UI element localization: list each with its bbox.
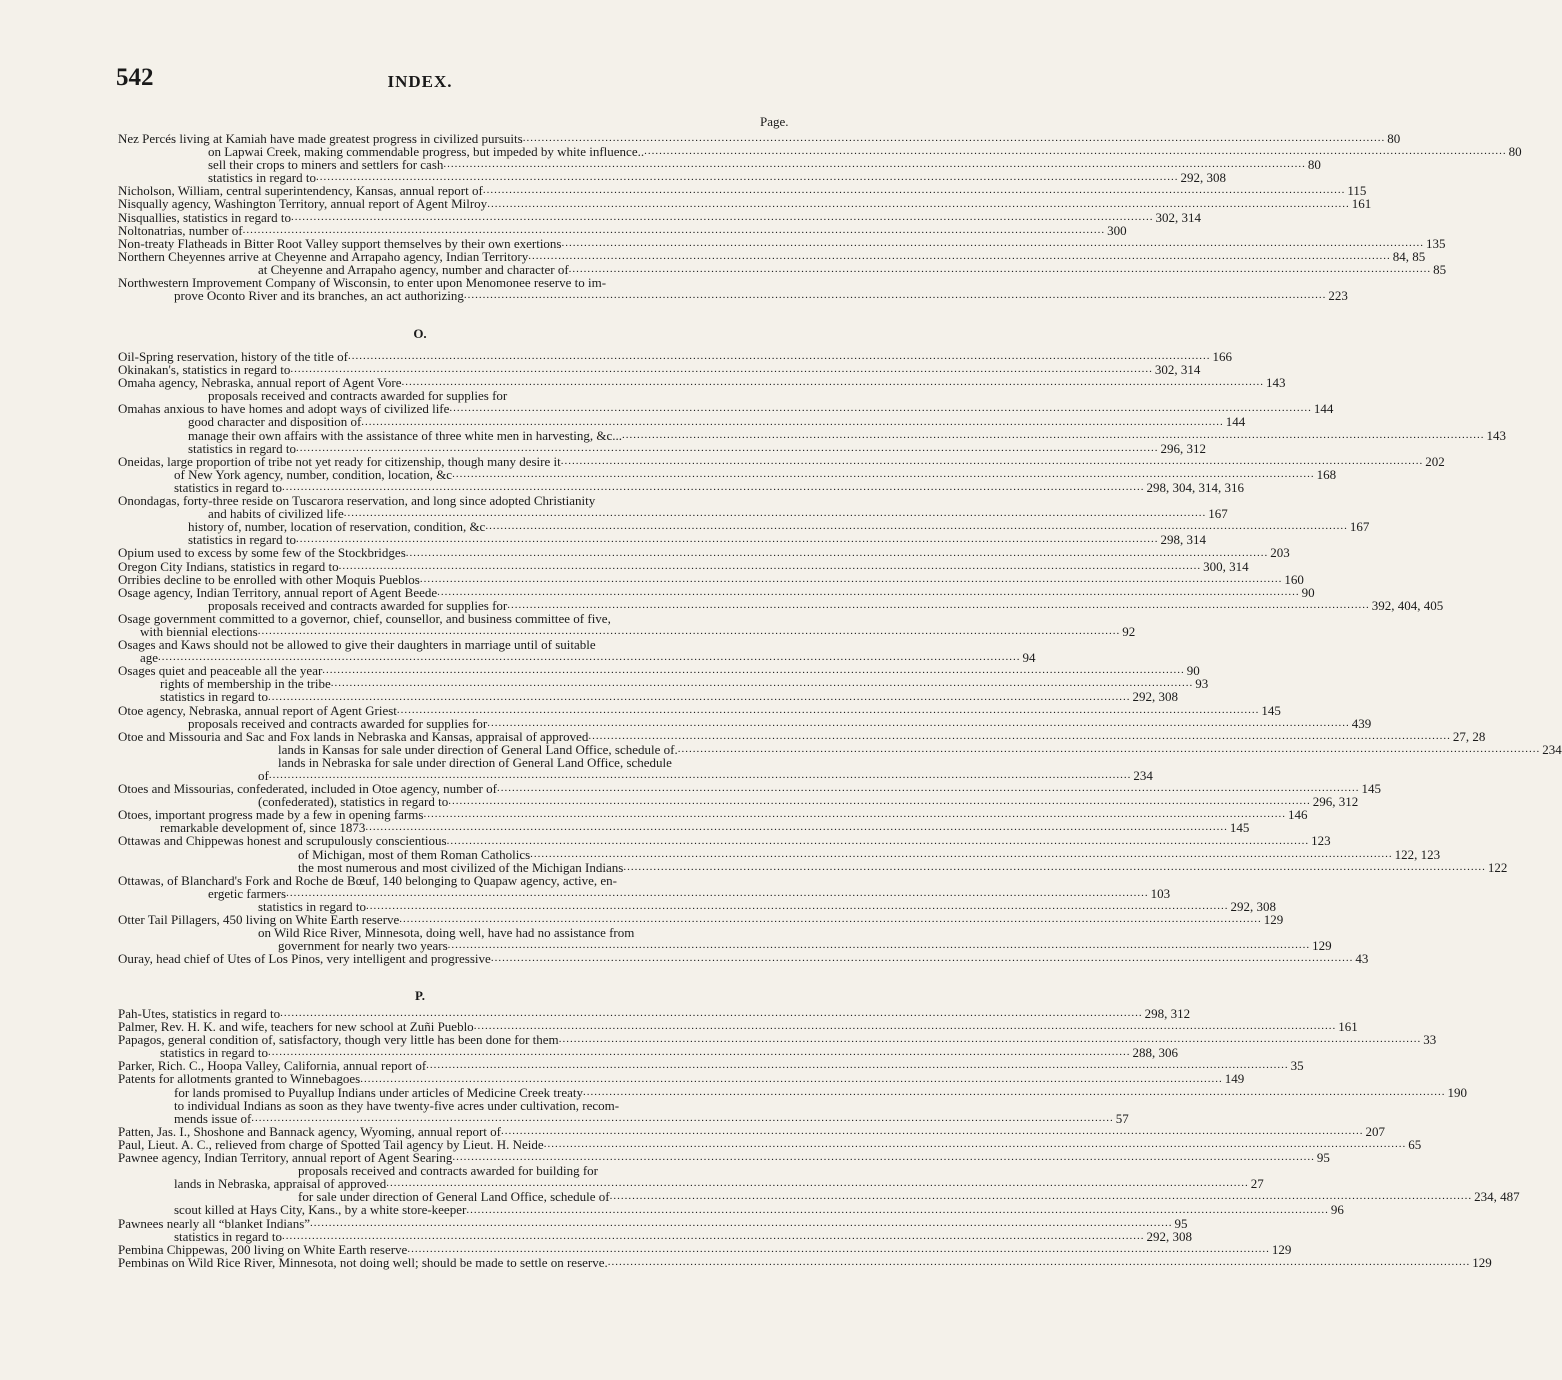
index-entry bbox=[118, 874, 798, 887]
index-entry bbox=[118, 571, 1304, 587]
index-entry-pages: 234 bbox=[1542, 741, 1562, 757]
leader-dots bbox=[544, 1138, 1407, 1151]
index-entry-text: proposals received and contracts awarded for supplies for bbox=[188, 715, 488, 731]
index-entry-text: and habits of civilized life bbox=[208, 506, 344, 522]
index-entry-text: statistics in regard to bbox=[160, 689, 268, 705]
leader-dots bbox=[310, 1217, 1173, 1230]
index-entry bbox=[118, 728, 1486, 744]
index-entry bbox=[118, 1215, 1188, 1231]
index-entry-pages: 288, 306 bbox=[1132, 1045, 1178, 1061]
index-entry-text: age bbox=[140, 650, 159, 666]
leader-dots bbox=[530, 848, 1393, 861]
leader-dots bbox=[361, 416, 1224, 429]
leader-dots bbox=[406, 547, 1269, 560]
index-entry-text: statistics in regard to bbox=[208, 170, 316, 186]
index-entry-text: statistics in regard to bbox=[258, 898, 366, 914]
index-entry-pages: 129 bbox=[1263, 912, 1284, 928]
index-entry-text: of bbox=[258, 768, 269, 783]
index-entry-text: Nisqually agency, Washington Territory, annual report of Agent Milroy bbox=[118, 196, 488, 212]
index-entry-pages: 145 bbox=[1261, 702, 1281, 718]
index-entry-text: Pah-Utes, statistics in regard to bbox=[118, 1006, 281, 1021]
index-entry-text: on Wild Rice River, Minnesota, doing well, have had no assistance from bbox=[258, 925, 635, 941]
index-entry-text: Nez Percés living at Kamiah have made greatest progress in civilized pursuits bbox=[118, 131, 523, 146]
index-entry-pages: 439 bbox=[1351, 715, 1372, 731]
leader-dots bbox=[583, 1086, 1446, 1099]
leader-dots bbox=[447, 835, 1310, 848]
leader-dots bbox=[448, 795, 1311, 808]
index-entry bbox=[118, 689, 1178, 705]
index-entry-text: Pawnees nearly all “blanket Indians” bbox=[118, 1215, 311, 1231]
index-entry-text: Otoe agency, Nebraska, annual report of Agent Griest bbox=[118, 702, 397, 718]
index-entry-text: Otoes and Missourias, confederated, included in Otoe agency, number of bbox=[118, 781, 497, 797]
running-title: INDEX. bbox=[387, 72, 453, 91]
page-column-heading: Page. bbox=[760, 114, 789, 129]
leader-dots bbox=[296, 442, 1159, 455]
index-entry-pages: 129 bbox=[1312, 938, 1332, 954]
index-entry-pages: 392, 404, 405 bbox=[1371, 597, 1444, 613]
leader-dots bbox=[268, 691, 1131, 704]
leader-dots bbox=[559, 1033, 1422, 1046]
index-entry-text: Otoes, important progress made by a few in opening farms bbox=[118, 807, 424, 823]
index-entry-text: Orribies decline to be enrolled with other Moquis Pueblos bbox=[118, 571, 420, 587]
index-entry-pages: 85 bbox=[1433, 261, 1447, 277]
leader-dots bbox=[290, 363, 1153, 376]
index-entry-text: Northwestern Improvement Company of Wisconsin, to enter upon Menomonee reserve to im- bbox=[118, 275, 607, 291]
index-entry-pages: 135 bbox=[1426, 235, 1446, 251]
index-entry bbox=[118, 833, 1331, 849]
leader-dots bbox=[407, 1243, 1270, 1256]
index-entry-pages: 129 bbox=[1271, 1241, 1292, 1257]
index-entry-text: lands in Kansas for sale under direction of General Land Office, schedule of. bbox=[278, 741, 678, 757]
index-section-n bbox=[118, 131, 1522, 304]
index-entry-pages: 84, 85 bbox=[1392, 248, 1426, 264]
index-entry-pages: 122, 123 bbox=[1394, 846, 1441, 862]
leader-dots bbox=[507, 599, 1370, 612]
index-entry-pages: 80 bbox=[1307, 157, 1321, 173]
index-entry-text: Papagos, general condition of, satisfactory, though very little has been done for them bbox=[118, 1032, 559, 1048]
leader-dots bbox=[365, 821, 1228, 834]
index-entry-text: history of, number, location of reservation, condition, &c bbox=[188, 519, 486, 535]
index-entry bbox=[118, 440, 1206, 456]
index-entry-pages: 292, 308 bbox=[1230, 898, 1276, 914]
index-entry-pages: 95 bbox=[1174, 1215, 1188, 1231]
index-entry-pages: 296, 312 bbox=[1160, 440, 1206, 456]
index-entry bbox=[118, 612, 798, 625]
leader-dots bbox=[366, 900, 1229, 913]
index-entry-pages: 298, 314 bbox=[1160, 532, 1206, 548]
leader-dots bbox=[562, 237, 1425, 250]
index-entry-text: manage their own affairs with the assistance of three white men in harvesting, &c... bbox=[188, 427, 623, 443]
index-entry-text: Ottawas and Chippewas honest and scrupulously conscientious bbox=[118, 833, 447, 849]
index-entry-pages: 96 bbox=[1330, 1202, 1344, 1218]
index-entry bbox=[118, 846, 1441, 862]
leader-dots bbox=[448, 939, 1311, 952]
index-entry-text: Osages quiet and peaceable all the year bbox=[118, 663, 323, 679]
index-entry-text: with biennial elections bbox=[140, 623, 258, 639]
leader-dots bbox=[485, 520, 1348, 533]
index-entry-pages: 143 bbox=[1486, 427, 1507, 443]
index-entry-pages: 167 bbox=[1349, 519, 1370, 535]
index-entry-text: ergetic farmers bbox=[208, 885, 287, 901]
index-entry bbox=[118, 1110, 1129, 1126]
index-entry-pages: 145 bbox=[1361, 781, 1381, 797]
index-entry-pages: 33 bbox=[1423, 1032, 1437, 1048]
index-entry-text: (confederated), statistics in regard to bbox=[258, 794, 449, 810]
index-entry bbox=[118, 859, 1508, 875]
leader-dots bbox=[322, 664, 1185, 677]
index-entry-pages: 161 bbox=[1338, 1019, 1358, 1035]
index-entry-text: rights of membership in the tribe bbox=[160, 676, 331, 692]
leader-dots bbox=[420, 573, 1283, 586]
index-entry-text: Oregon City Indians, statistics in regard to bbox=[118, 558, 339, 574]
index-entry-pages: 27 bbox=[1250, 1176, 1264, 1192]
index-entry-pages: 143 bbox=[1266, 375, 1286, 391]
index-entry-pages: 144 bbox=[1225, 414, 1246, 430]
index-entry bbox=[118, 196, 1372, 212]
index-entry-text: Oneidas, large proportion of tribe not yet ready for citizenship, though many desire it bbox=[118, 453, 561, 469]
index-entry-pages: 292, 308 bbox=[1180, 170, 1226, 186]
leader-dots bbox=[497, 782, 1360, 795]
index-entry-pages: 123 bbox=[1311, 833, 1331, 849]
index-entry-text: Non-treaty Flatheads in Bitter Root Valley support themselves by their own exertions bbox=[118, 235, 562, 251]
leader-dots bbox=[437, 586, 1300, 599]
index-entry-text: Pembina Chippewas, 200 living on White Earth reserve bbox=[118, 1241, 408, 1257]
index-entry-text: Patents for allotments granted to Winnebagoes bbox=[118, 1071, 361, 1087]
index-entry-pages: 145 bbox=[1229, 820, 1250, 836]
index-entry-text: Pembinas on Wild Rice River, Minnesota, not doing well; should be made to settle on reserve. bbox=[118, 1254, 608, 1270]
index-entry bbox=[118, 781, 1381, 797]
leader-dots bbox=[523, 132, 1386, 145]
index-entry bbox=[118, 545, 1290, 561]
index-entry-text: for sale under direction of General Land Office, schedule of bbox=[298, 1189, 610, 1205]
index-entry-pages: 146 bbox=[1287, 807, 1308, 823]
index-entry-text: Osages and Kaws should not be allowed to give their daughters in marriage until of suitable bbox=[118, 637, 596, 653]
index-entry bbox=[118, 414, 1246, 430]
index-entry-pages: 27, 28 bbox=[1452, 728, 1486, 744]
index-entry-text: to individual Indians as soon as they have twenty-five acres under cultivation, recom- bbox=[174, 1097, 620, 1113]
index-entry-text: statistics in regard to bbox=[188, 440, 296, 456]
index-entry-pages: 103 bbox=[1150, 885, 1171, 901]
index-entry-pages: 35 bbox=[1290, 1058, 1304, 1074]
index-entry-pages: 90 bbox=[1186, 663, 1200, 679]
leader-dots bbox=[339, 560, 1202, 573]
index-entry-pages: 161 bbox=[1351, 196, 1372, 212]
index-entry bbox=[118, 209, 1201, 225]
leader-dots bbox=[622, 429, 1485, 442]
index-entry-pages: 129 bbox=[1472, 1254, 1492, 1270]
index-entry-pages: 43 bbox=[1355, 951, 1369, 967]
leader-dots bbox=[483, 184, 1346, 197]
leader-dots bbox=[487, 717, 1350, 730]
index-entry-text: Pawnee agency, Indian Territory, annual report of Agent Searing bbox=[118, 1150, 453, 1166]
index-entry-text: good character and disposition of bbox=[188, 414, 362, 430]
index-entry bbox=[118, 1254, 1492, 1270]
index-entry bbox=[118, 926, 798, 939]
page-number: 542 bbox=[116, 64, 154, 91]
index-entry-text: Osage agency, Indian Territory, annual report of Agent Beede bbox=[118, 584, 438, 600]
index-entry bbox=[118, 235, 1446, 251]
leader-dots bbox=[282, 1230, 1145, 1243]
index-entry-pages: 166 bbox=[1212, 349, 1232, 364]
index-entry-text: Patten, Jas. I., Shoshone and Bannack agency, Wyoming, annual report of bbox=[118, 1123, 501, 1139]
index-entry-pages: 292, 308 bbox=[1146, 1228, 1192, 1244]
index-entry-pages: 149 bbox=[1224, 1071, 1245, 1087]
index-entry-text: Ottawas, of Blanchard's Fork and Roche de Bœuf, 140 belonging to Quapaw agency, active, en- bbox=[118, 872, 617, 888]
index-entry-text: Otter Tail Pillagers, 450 living on White Earth reserve bbox=[118, 912, 400, 928]
index-entry-text: Paul, Lieut. A. C., relieved from charge of Spotted Tail agency by Lieut. H. Neide bbox=[118, 1136, 544, 1152]
leader-dots bbox=[251, 1112, 1114, 1125]
index-entry-pages: 115 bbox=[1347, 183, 1367, 199]
leader-dots bbox=[426, 1059, 1289, 1072]
index-entry-pages: 144 bbox=[1313, 401, 1334, 417]
index-entry-pages: 65 bbox=[1408, 1136, 1422, 1152]
leader-dots bbox=[291, 211, 1154, 224]
index-section-p bbox=[118, 1006, 1520, 1270]
index-entry-text: lands in Nebraska, appraisal of approved bbox=[174, 1176, 387, 1192]
index-entry-text: Ouray, head chief of Utes of Los Pinos, very intelligent and progressive bbox=[118, 951, 491, 967]
index-entry bbox=[118, 1123, 1385, 1139]
leader-dots bbox=[528, 250, 1391, 263]
leader-dots bbox=[466, 1204, 1329, 1217]
index-entry bbox=[118, 1071, 1245, 1087]
leader-dots bbox=[402, 376, 1265, 389]
index-entry-text: Nicholson, William, central superintendency, Kansas, annual report of bbox=[118, 183, 483, 199]
index-entry-text: Noltonatrias, number of bbox=[118, 222, 243, 238]
index-entry bbox=[118, 885, 1171, 901]
index-entry-text: Osage government committed to a governor, chief, counsellor, and business committee of five, bbox=[118, 610, 611, 626]
index-entry-pages: 207 bbox=[1365, 1123, 1385, 1139]
section-letter-o: O. bbox=[413, 326, 427, 341]
leader-dots bbox=[491, 952, 1354, 965]
index-entry-pages: 300 bbox=[1107, 222, 1127, 238]
index-entry-text: mends issue of bbox=[174, 1110, 252, 1126]
index-entry-pages: 95 bbox=[1316, 1150, 1330, 1166]
index-entry bbox=[118, 453, 1445, 469]
index-entry-text: at Cheyenne and Arrapaho agency, number and character of bbox=[258, 261, 569, 277]
leader-dots bbox=[286, 887, 1149, 900]
leader-dots bbox=[243, 224, 1106, 237]
index-entry-text: government for nearly two years bbox=[278, 938, 448, 954]
index-entry-pages: 223 bbox=[1328, 288, 1348, 304]
section-letter-p: P. bbox=[415, 988, 425, 1003]
index-entry bbox=[118, 951, 1369, 967]
index-entry bbox=[118, 1228, 1192, 1244]
index-entry-text: lands in Nebraska for sale under direction of General Land Office, schedule bbox=[278, 754, 672, 770]
leader-dots bbox=[501, 1125, 1364, 1138]
leader-dots bbox=[487, 198, 1350, 211]
index-entry-text: Palmer, Rev. H. K. and wife, teachers for new school at Zuñi Pueblo bbox=[118, 1019, 474, 1035]
leader-dots bbox=[474, 1020, 1337, 1033]
index-entry-pages: 298, 304, 314, 316 bbox=[1146, 479, 1244, 495]
index-entry-text: Omaha agency, Nebraska, annual report of Agent Vore bbox=[118, 375, 402, 391]
index-entry-text: prove Oconto River and its branches, an act authorizing bbox=[174, 288, 464, 304]
index-entry-pages: 80 bbox=[1508, 144, 1522, 160]
index-entry-text: statistics in regard to bbox=[174, 479, 282, 495]
index-entry bbox=[118, 288, 1348, 304]
index-entry-pages: 94 bbox=[1022, 650, 1036, 666]
index-entry bbox=[118, 756, 798, 769]
index-section-o bbox=[118, 349, 1562, 967]
index-entry-text: proposals received and contracts awarded for building for bbox=[298, 1163, 598, 1179]
index-entry bbox=[118, 638, 798, 651]
leader-dots bbox=[608, 1256, 1471, 1269]
index-entry-text: statistics in regard to bbox=[160, 1045, 268, 1061]
index-entry-text: statistics in regard to bbox=[174, 1228, 282, 1244]
index-entry-pages: 190 bbox=[1447, 1084, 1468, 1100]
leader-dots bbox=[443, 158, 1306, 171]
leader-dots bbox=[678, 743, 1541, 756]
index-entry bbox=[118, 1099, 798, 1112]
index-entry-pages: 92 bbox=[1122, 623, 1136, 639]
index-entry-text: Parker, Rich. C., Hoopa Valley, California, annual report of bbox=[118, 1058, 427, 1074]
index-entry-pages: 296, 312 bbox=[1312, 794, 1359, 810]
index-entry-text: Okinakan's, statistics in regard to bbox=[118, 362, 291, 378]
leader-dots bbox=[348, 350, 1211, 363]
index-entry-text: Otoe and Missouria and Sac and Fox lands in Nebraska and Kansas, appraisal of approved bbox=[118, 728, 589, 744]
index-entry bbox=[118, 248, 1426, 264]
index-entry-text: the most numerous and most civilized of the Michigan Indians bbox=[298, 859, 624, 875]
leader-dots bbox=[623, 861, 1486, 874]
index-entry bbox=[118, 466, 1337, 482]
index-entry-text: remarkable development of, since 1873 bbox=[160, 820, 366, 836]
index-entry-text: sell their crops to miners and settlers for cash bbox=[208, 157, 444, 173]
leader-dots bbox=[569, 263, 1432, 276]
index-entry bbox=[118, 1241, 1292, 1257]
index-entry-pages: 203 bbox=[1270, 545, 1290, 561]
index-entry-pages: 302, 314 bbox=[1154, 362, 1201, 378]
index-entry-pages: 160 bbox=[1284, 571, 1304, 587]
index-entry bbox=[118, 1202, 1344, 1218]
index-entry-pages: 302, 314 bbox=[1155, 209, 1201, 225]
leader-dots bbox=[561, 455, 1424, 468]
index-entry-text: Nisquallies, statistics in regard to bbox=[118, 209, 291, 225]
index-entry-text: statistics in regard to bbox=[188, 532, 296, 548]
index-entry-pages: 234 bbox=[1133, 768, 1153, 783]
index-entry bbox=[118, 222, 1127, 238]
leader-dots bbox=[452, 468, 1315, 481]
leader-dots bbox=[397, 704, 1260, 717]
leader-dots bbox=[360, 1073, 1223, 1086]
index-entry-text: of Michigan, most of them Roman Catholics bbox=[298, 846, 531, 862]
index-entry-text: proposals received and contracts awarded for supplies for bbox=[208, 597, 508, 613]
leader-dots bbox=[464, 289, 1327, 302]
index-entry-text: Onondagas, forty-three reside on Tuscarora reservation, and long since adopted Christianity bbox=[118, 493, 596, 509]
index-entry-pages: 80 bbox=[1387, 131, 1401, 146]
index-entry bbox=[118, 597, 1444, 613]
index-entry-text: for lands promised to Puyallup Indians under articles of Medicine Creek treaty bbox=[174, 1084, 584, 1100]
index-entry bbox=[118, 1084, 1468, 1100]
index-entry-text: proposals received and contracts awarded for supplies for bbox=[208, 388, 508, 404]
leader-dots bbox=[588, 730, 1451, 743]
index-entry-pages: 90 bbox=[1301, 584, 1315, 600]
index-entry-pages: 292, 308 bbox=[1132, 689, 1178, 705]
index-entry-text: Oil-Spring reservation, history of the title of bbox=[118, 349, 348, 364]
leader-dots bbox=[331, 677, 1194, 690]
index-entry-pages: 122 bbox=[1487, 859, 1508, 875]
index-entry bbox=[118, 558, 1249, 574]
index-entry-text: Opium used to excess by some few of the Stockbridges bbox=[118, 545, 406, 561]
index-entry-pages: 300, 314 bbox=[1203, 558, 1249, 574]
index-entry bbox=[118, 584, 1315, 600]
index-entry-text: of New York agency, number, condition, location, &c bbox=[174, 466, 453, 482]
index-entry bbox=[118, 741, 1562, 757]
leader-dots bbox=[423, 808, 1286, 821]
index-entry-text: scout killed at Hays City, Kans., by a white store-keeper bbox=[174, 1202, 467, 1218]
index-entry-pages: 298, 312 bbox=[1144, 1006, 1191, 1021]
index-entry bbox=[118, 715, 1372, 731]
index-entry-pages: 57 bbox=[1115, 1110, 1129, 1126]
index-entry-pages: 167 bbox=[1208, 506, 1228, 522]
leader-dots bbox=[449, 402, 1312, 415]
leader-dots bbox=[644, 145, 1507, 158]
index-entry-text: Omahas anxious to have homes and adopt ways of civilized life bbox=[118, 401, 450, 417]
index-entry-pages: 202 bbox=[1425, 453, 1445, 469]
index-entry bbox=[118, 427, 1507, 443]
index-entry-text: on Lapwai Creek, making commendable progress, but impeded by white influence.. bbox=[208, 144, 645, 160]
index-entry bbox=[118, 702, 1281, 718]
index-entry-pages: 234, 487 bbox=[1474, 1189, 1520, 1205]
index-entry-text: Northern Cheyennes arrive at Cheyenne and Arrapaho agency, Indian Territory bbox=[118, 248, 529, 264]
index-entry-pages: 93 bbox=[1195, 676, 1209, 692]
leader-dots bbox=[296, 533, 1159, 546]
index-entry-pages: 168 bbox=[1316, 466, 1337, 482]
